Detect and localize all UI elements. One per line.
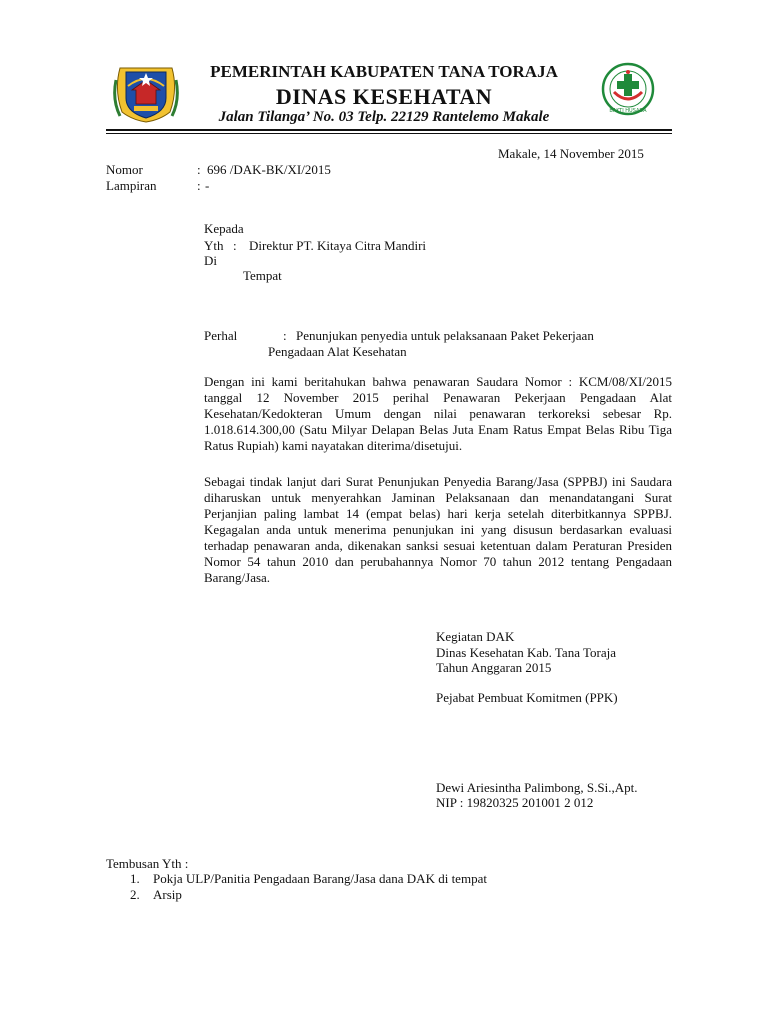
subject-line-2: Pengadaan Alat Kesehatan — [268, 344, 407, 359]
recipient-name: Direktur PT. Kitaya Citra Mandiri — [249, 238, 427, 253]
signature-unit-line-3: Tahun Anggaran 2015 — [436, 660, 552, 675]
subject-line-1: Penunjukan penyedia untuk pelaksanaan Paket Pekerjaan — [296, 328, 594, 343]
lampiran-colon: : — [197, 178, 201, 193]
di-text: Di — [204, 253, 217, 268]
signature-role: Pejabat Pembuat Komitmen (PPK) — [436, 690, 618, 705]
subject-colon: : — [283, 328, 287, 343]
letter-date: Makale, 14 November 2015 — [498, 146, 644, 161]
cc-item-1-number: 1. — [130, 871, 140, 886]
tana-toraja-emblem-logo — [112, 60, 180, 124]
header-rule-thick — [106, 129, 672, 131]
bakti-husada-logo-text: BAKTI HUSADA — [609, 108, 647, 114]
signature-unit-line-2: Dinas Kesehatan Kab. Tana Toraja — [436, 645, 616, 660]
cc-item-2-number: 2. — [130, 887, 140, 902]
signature-unit-line-1: Kegiatan DAK — [436, 629, 515, 644]
nomor-colon: : — [197, 162, 201, 177]
office-address: Jalan Tilanga’ No. 03 Telp. 22129 Rantelemo Makale — [218, 109, 550, 125]
cc-item-2-text: Arsip — [153, 887, 182, 902]
cc-title: Tembusan Yth : — [106, 856, 189, 871]
lampiran-label: Lampiran — [106, 178, 157, 193]
body-paragraph-2: Sebagai tindak lanjut dari Surat Penunjukan Penyedia Barang/Jasa (SPPBJ) ini Saudara diharuskan untuk menyerahkan Jaminan Pelaksanaan dan menandatangani Surat Perjanjian paling lambat 14 (empat belas) hari kerja setelah diterbitkannya SPPBJ. Kegagalan anda untuk menerima penunjukan ini yang disusun berdasarkan evaluasi terhadap penawaran anda, dikenakan sanksi sesuai ketentuan dalam Peraturan Presiden Nomor 54 tahun 2010 dan perubahannya Nomor 70 tahun 2012 tentang Pengadaan Barang/Jasa. — [204, 474, 672, 585]
department-title: DINAS KESEHATAN — [275, 84, 493, 109]
yth-colon: : — [233, 238, 237, 253]
signatory-nip: NIP : 19820325 201001 2 012 — [436, 795, 594, 810]
body-paragraph-1: Dengan ini kami beritahukan bahwa penawaran Saudara Nomor : KCM/08/XI/2015 tanggal 12 November 2015 perihal Penawaran Pekerjaan Pengadaan Alat Kesehatan/Kedokteran Umum dengan nilai penawaran terkoreksi sebesar Rp. 1.018.614.300,00 (Satu Milyar Delapan Belas Juta Enam Ratus Empat Belas Ribu Tiga Ratus Rupiah) kami nayatakan diterima/disetujui. — [204, 374, 672, 453]
nomor-value: 696 /DAK-BK/XI/2015 — [207, 162, 331, 177]
subject-label: Perhal — [204, 328, 238, 343]
yth-label: Yth — [204, 238, 224, 253]
header-rule-thin — [106, 133, 672, 134]
government-title: PEMERINTAH KABUPATEN TANA TORAJA — [210, 62, 558, 81]
cc-item-1-text: Pokja ULP/Panitia Pengadaan Barang/Jasa dana DAK di tempat — [153, 871, 487, 886]
signatory-name: Dewi Ariesintha Palimbong, S.Si.,Apt. — [436, 780, 638, 795]
tempat-text: Tempat — [243, 268, 282, 283]
nomor-label: Nomor — [106, 162, 143, 177]
kepada-text: Kepada — [204, 221, 244, 236]
bakti-husada-logo — [600, 62, 656, 116]
lampiran-value: - — [205, 178, 210, 193]
